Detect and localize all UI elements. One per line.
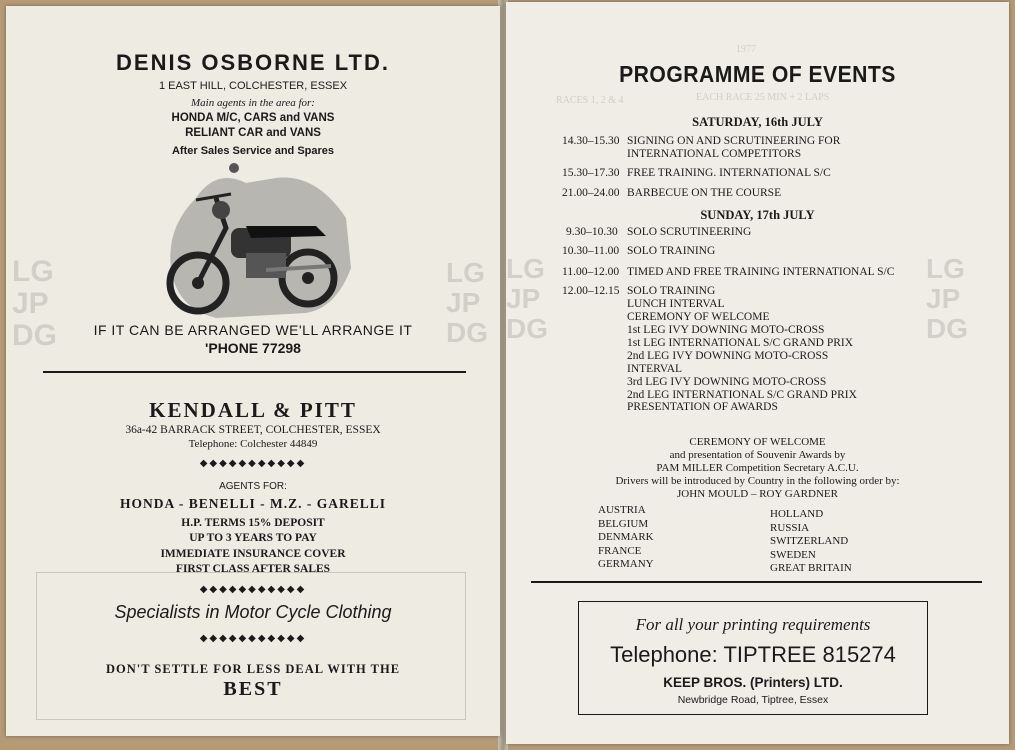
keep-telephone: Telephone: TIPTREE 815274 — [610, 642, 896, 667]
ceremony-line: JOHN MOULD – ROY GARDNER — [677, 488, 838, 500]
kendall-term: H.P. TERMS 15% DEPOSIT — [181, 517, 325, 529]
show-through-races: RACES 1, 2 & 4 — [556, 95, 624, 106]
kendall-agents-for: AGENTS FOR: — [219, 481, 287, 492]
country: DENMARK — [598, 531, 654, 543]
event-line: SIGNING ON AND SCRUTINEERING FOR — [627, 135, 841, 147]
sunday-heading: SUNDAY, 17th JULY — [700, 208, 815, 222]
event-time: 10.30–11.00 — [562, 245, 620, 257]
event-line: LUNCH INTERVAL — [627, 298, 725, 310]
kendall-term: FIRST CLASS AFTER SALES — [175, 563, 331, 575]
keep-tagline: For all your printing requirements — [635, 615, 871, 634]
country: SWITZERLAND — [770, 535, 849, 547]
left-page — [6, 6, 500, 736]
event-time: 21.00–24.00 — [562, 187, 620, 199]
country: FRANCE — [598, 544, 642, 557]
ceremony-line: Drivers will be introduced by Country in the following order by: — [615, 475, 900, 487]
watermark: LG JP DG — [926, 253, 968, 344]
event-line: SOLO SCRUTINEERING — [627, 226, 752, 238]
country: HOLLAND — [770, 508, 824, 520]
best-text: BEST — [223, 678, 283, 700]
event-time: 12.00–12.15 — [562, 285, 620, 297]
ceremony-line: PAM MILLER Competition Secretary A.C.U. — [656, 462, 859, 474]
specialists-text: Specialists in Motor Cycle Clothing — [114, 602, 392, 622]
event-line: SOLO TRAINING — [627, 245, 716, 257]
osborne-address: 1 EAST HILL, COLCHESTER, ESSEX — [158, 80, 348, 92]
event-line: 1st LEG IVY DOWNING MOTO-CROSS — [627, 324, 825, 336]
event-line: PRESENTATION OF AWARDS — [627, 401, 778, 413]
watermark: LG JP DG — [446, 257, 488, 348]
event-line: CEREMONY OF WELCOME — [627, 311, 770, 323]
country: AUSTRIA — [598, 504, 646, 516]
watermark: LG JP DG — [12, 255, 57, 352]
kendall-name: KENDALL & PITT — [149, 398, 357, 422]
kendall-term: IMMEDIATE INSURANCE COVER — [160, 548, 346, 560]
event-time: 14.30–15.30 — [562, 135, 620, 147]
show-through-year: 1977 — [736, 44, 756, 55]
page-title: PROGRAMME OF EVENTS — [619, 61, 896, 87]
event-time: 15.30–17.30 — [562, 167, 620, 179]
country: BELGIUM — [598, 517, 649, 530]
osborne-line2: RELIANT CAR and VANS — [185, 127, 321, 139]
right-page — [506, 2, 1009, 744]
section-divider — [43, 371, 466, 373]
event-line: INTERNATIONAL COMPETITORS — [627, 148, 802, 160]
dont-settle-text: DON'T SETTLE FOR LESS DEAL WITH THE — [105, 662, 401, 676]
event-line: 1st LEG INTERNATIONAL S/C GRAND PRIX — [627, 337, 854, 349]
event-line: SOLO TRAINING — [627, 285, 716, 297]
osborne-line3: After Sales Service and Spares — [171, 145, 335, 157]
keep-name: KEEP BROS. (Printers) LTD. — [663, 675, 843, 690]
keep-address: Newbridge Road, Tiptree, Essex — [677, 694, 829, 706]
event-line: BARBECUE ON THE COURSE — [627, 187, 782, 199]
countries-left — [598, 504, 654, 572]
event-time: 11.00–12.00 — [562, 266, 620, 278]
event-line: FREE TRAINING. INTERNATIONAL S/C — [627, 167, 831, 179]
show-through-race: EACH RACE 25 MIN + 2 LAPS — [696, 92, 830, 103]
keep-bros-ad — [578, 601, 928, 715]
ceremony-line: and presentation of Souvenir Awards by — [669, 449, 846, 461]
watermark: LG JP DG — [506, 253, 548, 344]
country: GREAT BRITAIN — [770, 562, 852, 574]
country: SWEDEN — [770, 548, 816, 561]
kendall-brands: HONDA - BENELLI - M.Z. - GARELLI — [119, 496, 387, 511]
event-line: INTERVAL — [627, 363, 683, 375]
section-divider — [531, 581, 982, 583]
osborne-agents-line: Main agents in the area for: — [191, 97, 315, 109]
kendall-telephone: Telephone: Colchester 44849 — [188, 438, 318, 450]
event-time: 9.30–10.30 — [566, 226, 618, 238]
ornament: ◆◆◆◆◆◆◆◆◆◆◆ — [199, 458, 307, 469]
kendall-address: 36a-42 BARRACK STREET, COLCHESTER, ESSEX — [125, 424, 381, 436]
ornament: ◆◆◆◆◆◆◆◆◆◆◆ — [199, 584, 307, 595]
event-line: TIMED AND FREE TRAINING INTERNATIONAL S/C — [627, 266, 895, 278]
country: GERMANY — [598, 558, 654, 570]
saturday-heading: SATURDAY, 16th JULY — [692, 115, 823, 129]
motorcycle-image — [156, 158, 356, 323]
osborne-name: DENIS OSBORNE LTD. — [116, 50, 390, 75]
osborne-line1: HONDA M/C, CARS and VANS — [171, 112, 335, 124]
osborne-slogan: IF IT CAN BE ARRANGED WE'LL ARRANGE IT — [93, 322, 413, 338]
ornament: ◆◆◆◆◆◆◆◆◆◆◆ — [199, 633, 307, 644]
event-line: 3rd LEG IVY DOWNING MOTO-CROSS — [627, 376, 827, 388]
osborne-phone: 'PHONE 77298 — [205, 340, 301, 356]
ceremony-heading: CEREMONY OF WELCOME — [689, 436, 826, 448]
kendall-term: UP TO 3 YEARS TO PAY — [189, 532, 317, 544]
country: RUSSIA — [770, 521, 810, 534]
event-line: 2nd LEG INTERNATIONAL S/C GRAND PRIX — [627, 389, 857, 401]
countries-right — [770, 508, 852, 576]
event-line: 2nd LEG IVY DOWNING MOTO-CROSS — [627, 350, 829, 362]
